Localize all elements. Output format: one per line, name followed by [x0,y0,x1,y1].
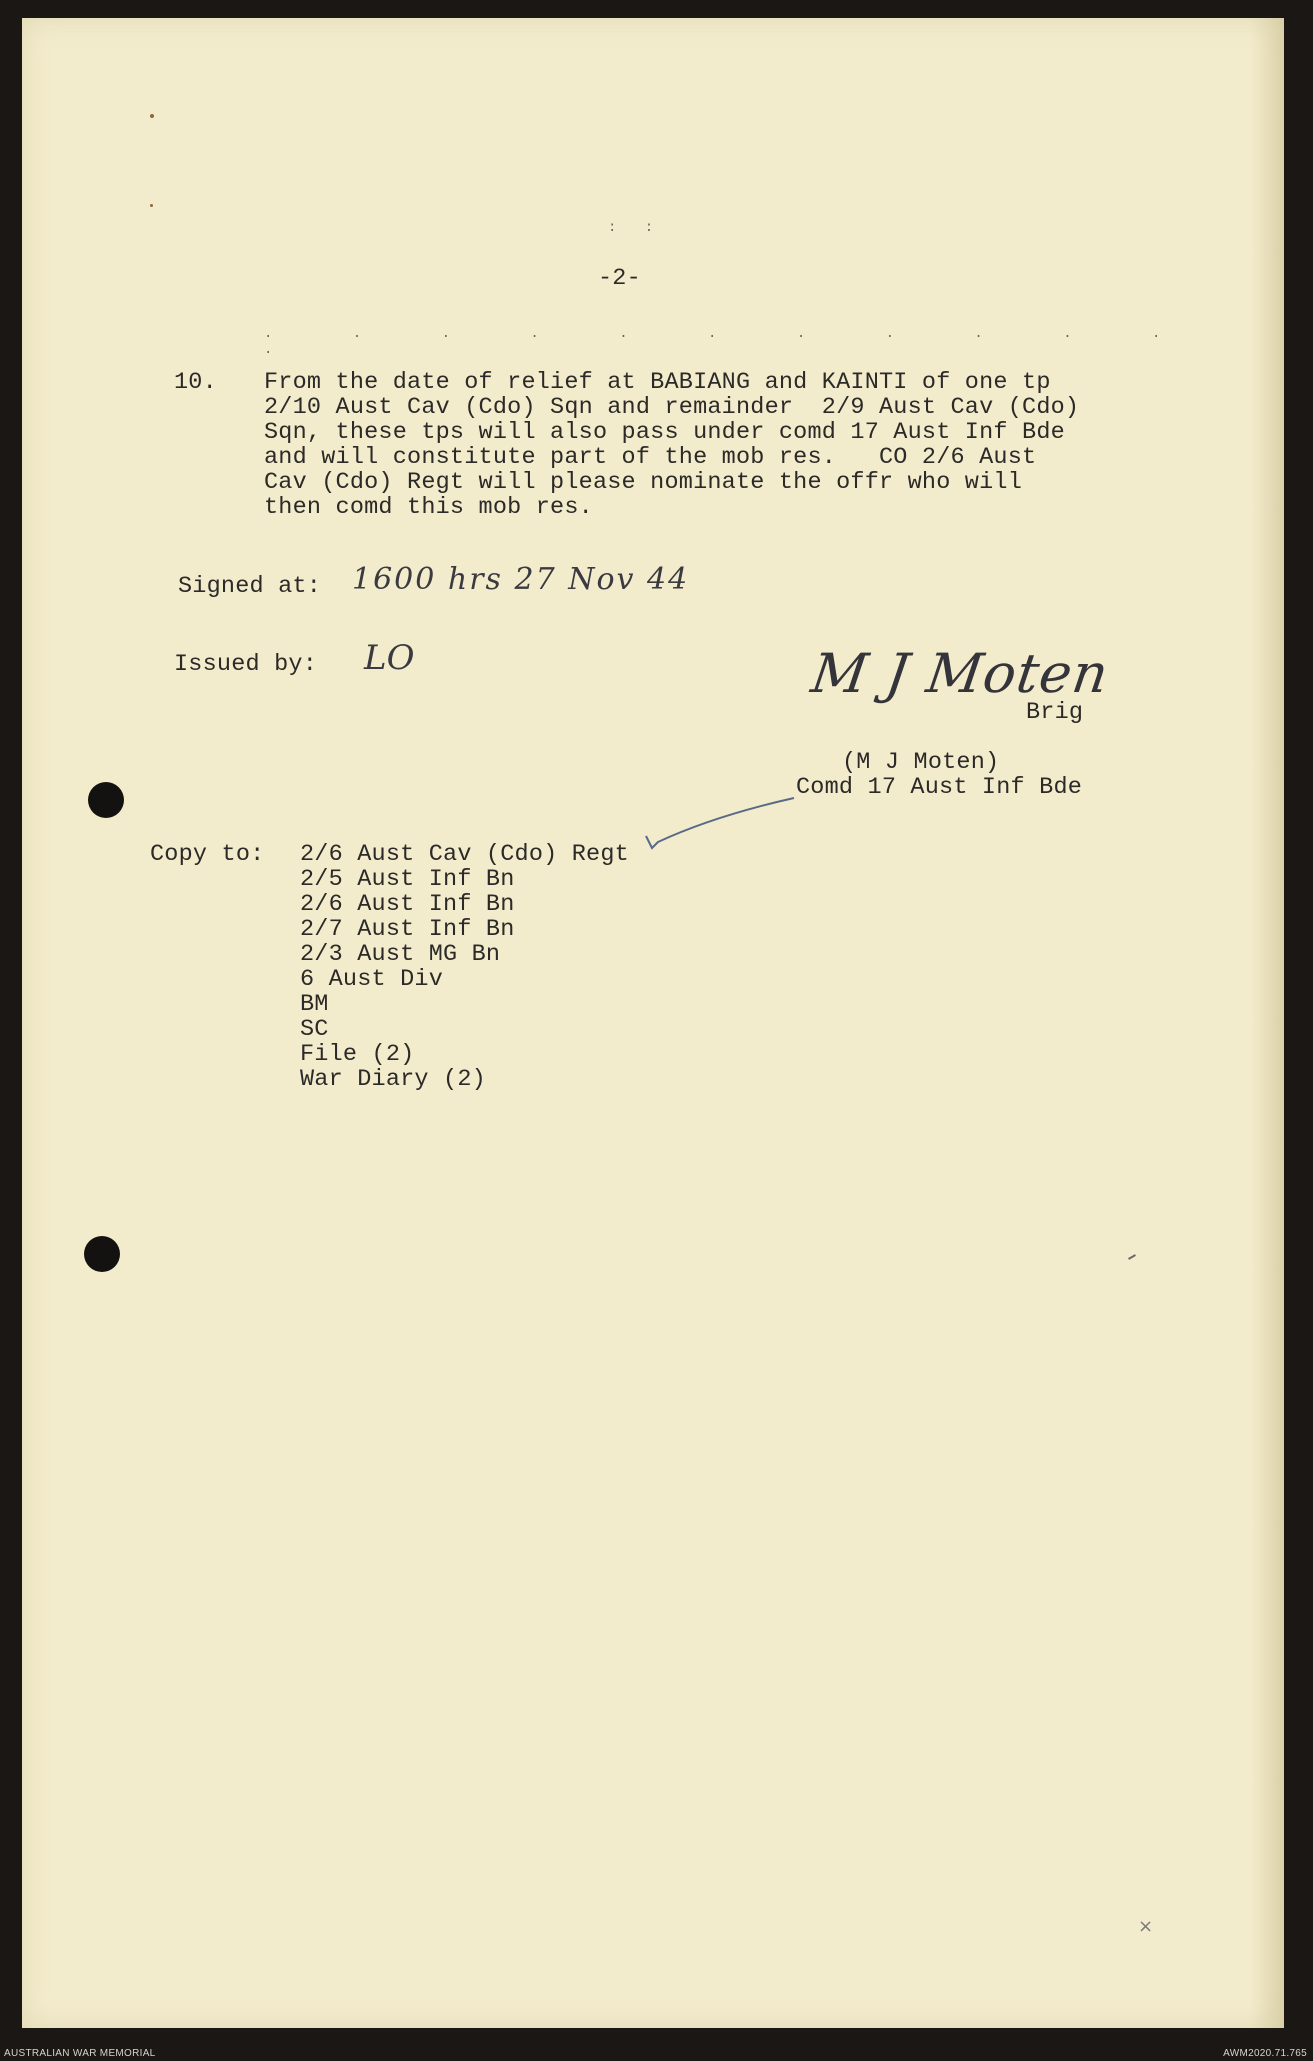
stain-mark [150,114,154,118]
stray-mark [1128,1254,1136,1260]
issued-by-label: Issued by: [174,651,318,678]
copy-to-recipient: SC [300,1016,329,1043]
check-mark-icon [644,796,814,886]
signed-at-handwritten-value: 1600 hrs 27 Nov 44 [352,562,690,597]
faint-dots: . . . . . . . . . . . . [264,326,1197,358]
punch-hole [84,1236,120,1272]
signature-title: Comd 17 Aust Inf Bde [796,774,1083,801]
signature-name: (M J Moten) [842,749,1000,776]
paragraph-line: Sqn, these tps will also pass under comd 17 Aust Inf Bde [264,419,1065,446]
copy-to-recipient: 2/3 Aust MG Bn [300,941,501,968]
punch-hole [88,782,124,818]
copy-to-label: Copy to: [150,841,265,868]
paragraph-line: then comd this mob res. [264,494,593,521]
signature-rank: Brig [1026,699,1084,726]
paragraph-line: 2/10 Aust Cav (Cdo) Sqn and remainder 2/9 Aust Cav (Cdo) [264,394,1080,421]
copy-to-recipient: 2/6 Aust Inf Bn [300,891,515,918]
faint-dots: : : [608,220,664,236]
pencil-x-mark: × [1138,1916,1154,1937]
copy-to-recipient: 2/5 Aust Inf Bn [300,866,515,893]
paragraph-line: From the date of relief at BABIANG and KAINTI of one tp [264,369,1051,396]
paper-edge-shadow [1250,18,1284,2028]
copy-to-recipient: 2/6 Aust Cav (Cdo) Regt [300,841,629,868]
copy-to-recipient: 6 Aust Div [300,966,444,993]
copy-to-recipient: BM [300,991,329,1018]
copy-to-recipient: 2/7 Aust Inf Bn [300,916,515,943]
issued-by-handwritten-value: LO [364,638,415,678]
page-number: -2- [598,265,641,292]
paragraph-number: 10. [174,369,217,396]
stain-mark [150,204,153,207]
handwritten-signature: M J Moten [807,642,1113,705]
copy-to-recipient: File (2) [300,1041,415,1068]
signed-at-label: Signed at: [178,573,322,600]
footer-left-text: AUSTRALIAN WAR MEMORIAL [4,2048,156,2059]
document-page [22,18,1284,2028]
paragraph-line: Cav (Cdo) Regt will please nominate the offr who will [264,469,1023,496]
footer-right-text: AWM2020.71.765 [1223,2048,1307,2059]
paragraph-line: and will constitute part of the mob res. CO 2/6 Aust [264,444,1037,471]
copy-to-recipient: War Diary (2) [300,1066,486,1093]
